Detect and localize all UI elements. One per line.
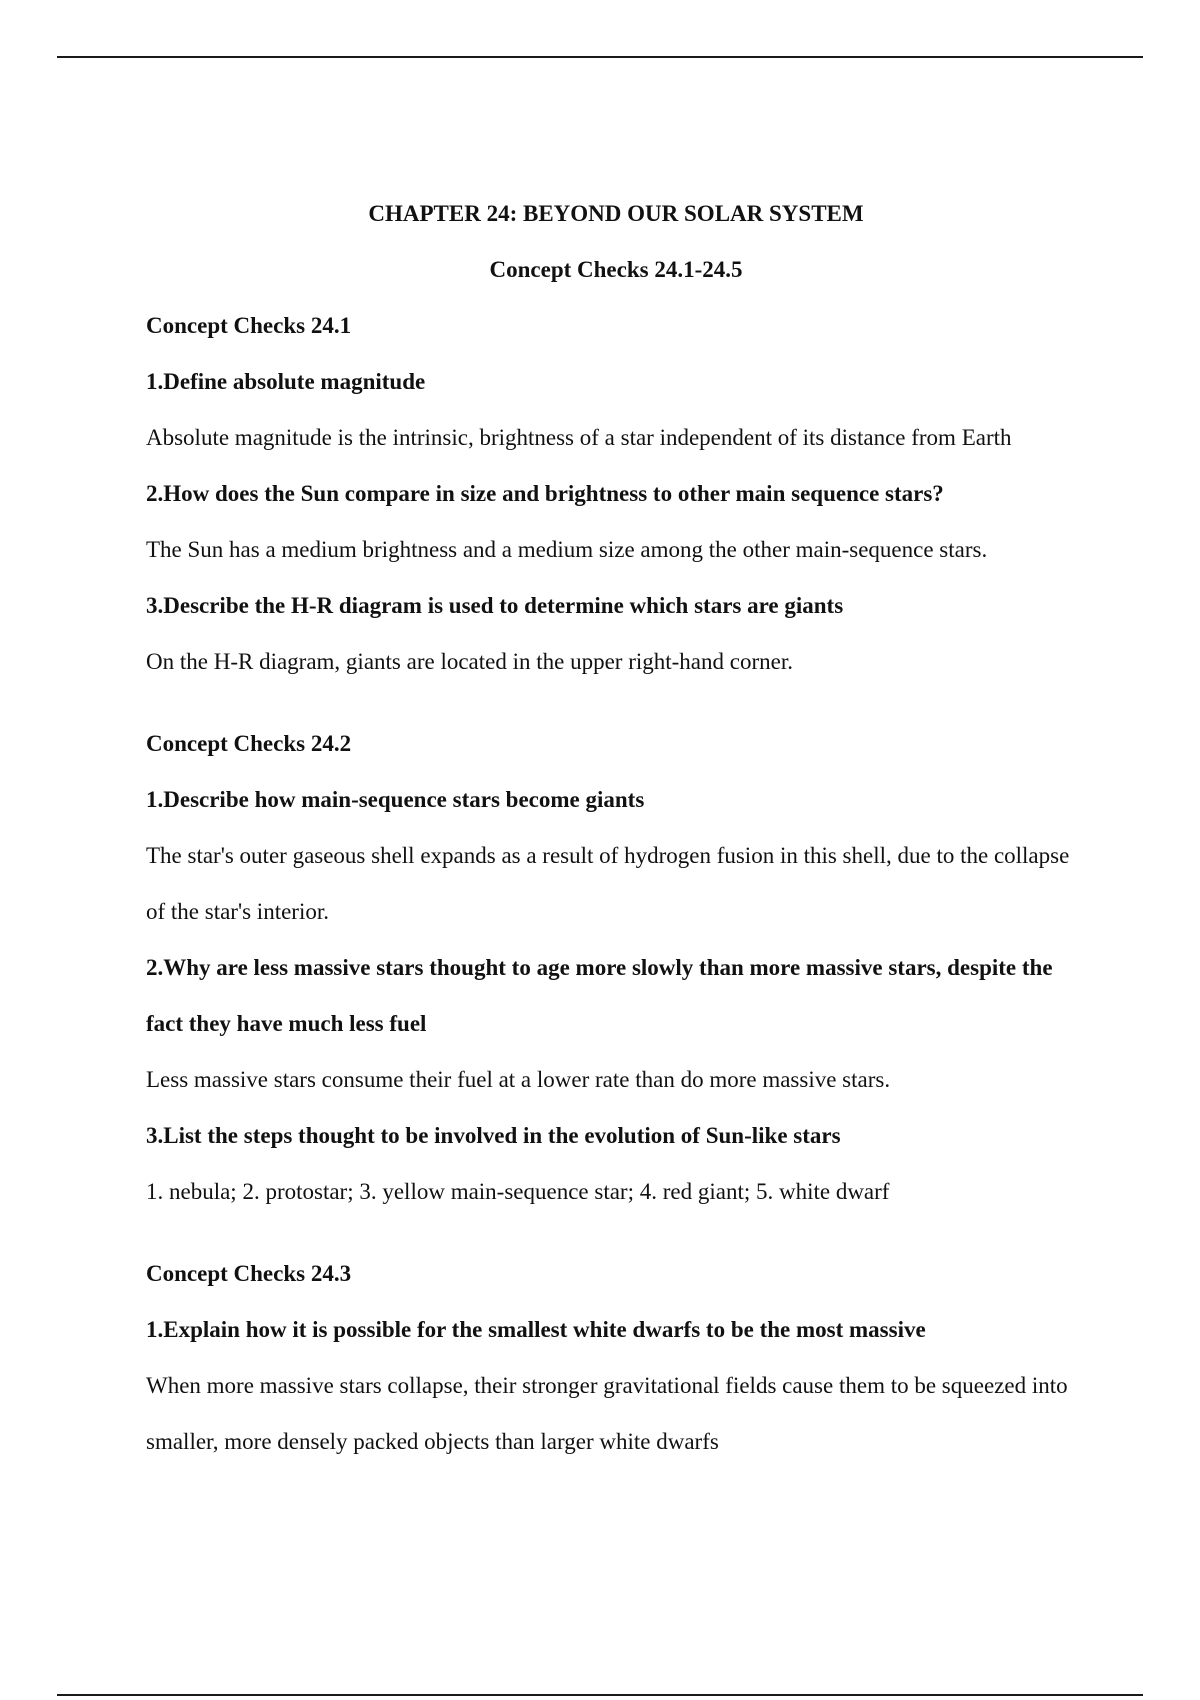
question: 2.How does the Sun compare in size and brightness to other main sequence stars? [146, 481, 944, 506]
question: 2.Why are less massive stars thought to age more slowly than more massive stars, despite the fact they have much less fuel [146, 955, 1053, 1036]
question: 1.Define absolute magnitude [146, 369, 426, 394]
answer: The Sun has a medium brightness and a medium size among the other main-sequence stars. [146, 537, 988, 562]
chapter-title: CHAPTER 24: BEYOND OUR SOLAR SYSTEM [368, 201, 864, 226]
top-rule [57, 56, 1143, 58]
section-24-1 [146, 311, 1086, 690]
answer: Less massive stars consume their fuel at a lower rate than do more massive stars. [146, 1067, 891, 1092]
answer: On the H-R diagram, giants are located in the upper right-hand corner. [146, 649, 793, 674]
section-heading: Concept Checks 24.1 [146, 313, 352, 338]
document-subtitle: Concept Checks 24.1-24.5 [489, 257, 743, 282]
section-spacer [146, 703, 1086, 729]
section-24-2 [146, 729, 1086, 1220]
section-24-3 [146, 1259, 1086, 1470]
answer: 1. nebula; 2. protostar; 3. yellow main-sequence star; 4. red giant; 5. white dwarf [146, 1179, 890, 1204]
answer: The star's outer gaseous shell expands as a result of hydrogen fusion in this shell, due to the collapse of the star's interior. [146, 843, 1070, 924]
document-body [146, 199, 1086, 1483]
question: 1.Describe how main-sequence stars become giants [146, 787, 645, 812]
section-heading: Concept Checks 24.2 [146, 731, 352, 756]
section-heading: Concept Checks 24.3 [146, 1261, 352, 1286]
section-spacer [146, 1233, 1086, 1259]
question: 3.List the steps thought to be involved in the evolution of Sun-like stars [146, 1123, 841, 1148]
bottom-rule [57, 1694, 1143, 1696]
answer: Absolute magnitude is the intrinsic, brightness of a star independent of its distance from Earth [146, 425, 1012, 450]
question: 1.Explain how it is possible for the smallest white dwarfs to be the most massive [146, 1317, 926, 1342]
answer: When more massive stars collapse, their stronger gravitational fields cause them to be squeezed into smaller, more densely packed objects than larger white dwarfs [146, 1373, 1068, 1454]
question: 3.Describe the H-R diagram is used to determine which stars are giants [146, 593, 844, 618]
